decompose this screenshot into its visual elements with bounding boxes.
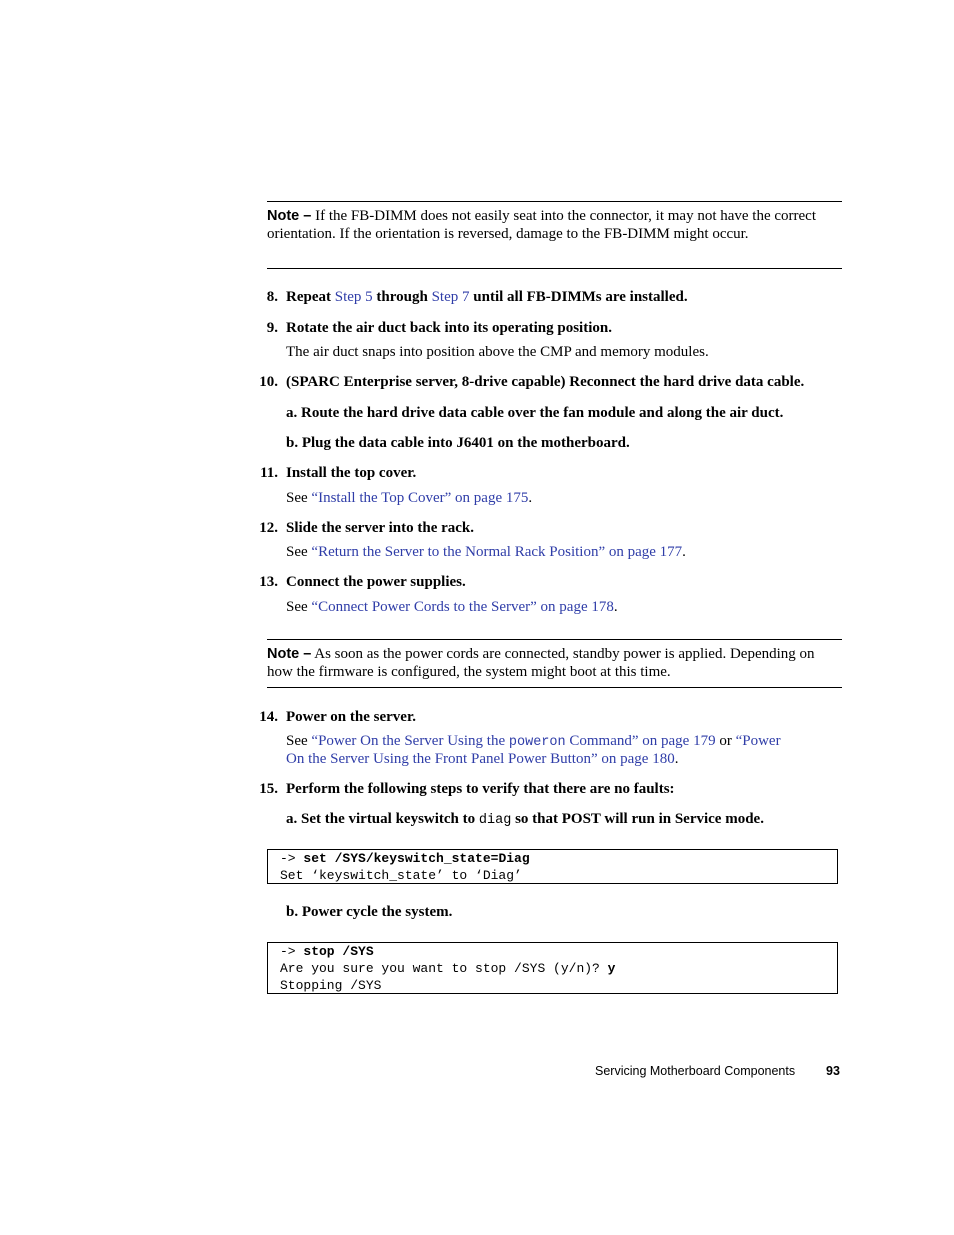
code-question: Are you sure you want to stop /SYS (y/n)? (280, 961, 608, 976)
step-text: until all FB-DIMMs are installed. (469, 289, 688, 305)
note-label: Note – (267, 646, 312, 662)
step-11-see (286, 490, 532, 507)
step-14-see-line2 (286, 751, 678, 768)
period: . (674, 751, 679, 767)
step-number: 9. (266, 320, 278, 336)
note-text: If the FB-DIMM does not easily seat into the connector, it may not have the correct orientation. If the orientation is reversed, damage to the FB-DIMM might occur. (267, 208, 817, 242)
step-text: through (372, 289, 432, 305)
step-number: 13. (259, 574, 278, 590)
link-step-5[interactable]: Step 5 (334, 289, 373, 305)
step-9-body: The air duct snaps into position above the CMP and memory modules. (286, 344, 709, 360)
link-connect-power-cords[interactable]: “Connect Power Cords to the Server” on page 178 (311, 599, 614, 615)
note-bottom-rule (267, 687, 842, 688)
step-12-see (286, 544, 686, 561)
period: . (682, 544, 686, 560)
code-block-keyswitch (267, 849, 838, 884)
see-text: See (286, 490, 312, 506)
step-number: 8. (266, 289, 278, 305)
link-power-on-front-panel[interactable]: “Power (735, 733, 781, 749)
step-15a (286, 811, 764, 828)
step-text: Repeat (286, 289, 335, 305)
note-top-rule (267, 639, 842, 640)
see-text: See (286, 599, 312, 615)
note-standby-power (267, 645, 842, 681)
step-13: Connect the power supplies. (286, 574, 466, 590)
step-14-see-line1 (286, 733, 781, 750)
step-text: so that POST will run in Service mode. (511, 811, 764, 827)
code-poweron: poweron (508, 735, 566, 750)
note-label: Note – (267, 208, 312, 224)
step-10: (SPARC Enterprise server, 8-drive capable) Reconnect the hard drive data cable. (286, 374, 805, 390)
code-block-stop (267, 942, 838, 994)
prompt: -> (280, 851, 304, 866)
command: set /SYS/keyswitch_state=Diag (303, 851, 530, 866)
note-text: As soon as the power cords are connected, standby power is applied. Depending on how the firmware is configured, the system might boot at this time. (267, 646, 815, 680)
link-text: Command” on page 179 (565, 733, 716, 749)
note-top-rule (267, 201, 842, 202)
code-line (280, 960, 837, 977)
link-return-server-rack[interactable]: “Return the Server to the Normal Rack Position” on page 177 (311, 544, 683, 560)
link-text: “Power On the Server Using the (311, 733, 509, 749)
period: . (613, 599, 618, 615)
step-14: Power on the server. (286, 709, 416, 725)
see-text: See (286, 733, 312, 749)
footer-section-title: Servicing Motherboard Components (595, 1064, 796, 1078)
step-10b: b. Plug the data cable into J6401 on the motherboard. (286, 435, 630, 451)
step-number: 15. (259, 781, 278, 797)
code-line (280, 850, 837, 867)
step-number: 14. (259, 709, 278, 725)
see-text: See (286, 544, 312, 560)
step-11: Install the top cover. (286, 465, 417, 481)
code-diag: diag (478, 813, 512, 828)
note-fb-dimm (267, 207, 842, 243)
step-8 (286, 289, 688, 306)
page-number: 93 (826, 1064, 840, 1078)
link-step-7[interactable]: Step 7 (431, 289, 470, 305)
step-text: a. Set the virtual keyswitch to (286, 811, 479, 827)
link-power-on-poweron[interactable] (311, 733, 715, 749)
step-9: Rotate the air duct back into its operating position. (286, 320, 612, 336)
step-15: Perform the following steps to verify that there are no faults: (286, 781, 675, 797)
code-answer: y (607, 961, 616, 976)
code-line (280, 943, 837, 960)
command: stop /SYS (303, 944, 374, 959)
step-13-see (286, 599, 618, 616)
step-number: 12. (259, 520, 278, 536)
step-15b: b. Power cycle the system. (286, 904, 453, 920)
link-install-top-cover[interactable]: “Install the Top Cover” on page 175 (311, 490, 529, 506)
period: . (528, 490, 533, 506)
step-number: 10. (259, 374, 278, 390)
or-text: or (715, 733, 736, 749)
step-12: Slide the server into the rack. (286, 520, 475, 536)
link-power-on-front-panel-cont[interactable]: On the Server Using the Front Panel Power Button” on page 180 (286, 751, 675, 767)
code-output: Stopping /SYS (280, 978, 382, 993)
prompt: -> (280, 944, 304, 959)
step-number: 11. (260, 465, 278, 481)
step-10a: a. Route the hard drive data cable over the fan module and along the air duct. (286, 405, 784, 421)
note-bottom-rule (267, 268, 842, 269)
code-output: Set ‘keyswitch_state’ to ‘Diag’ (280, 868, 522, 883)
